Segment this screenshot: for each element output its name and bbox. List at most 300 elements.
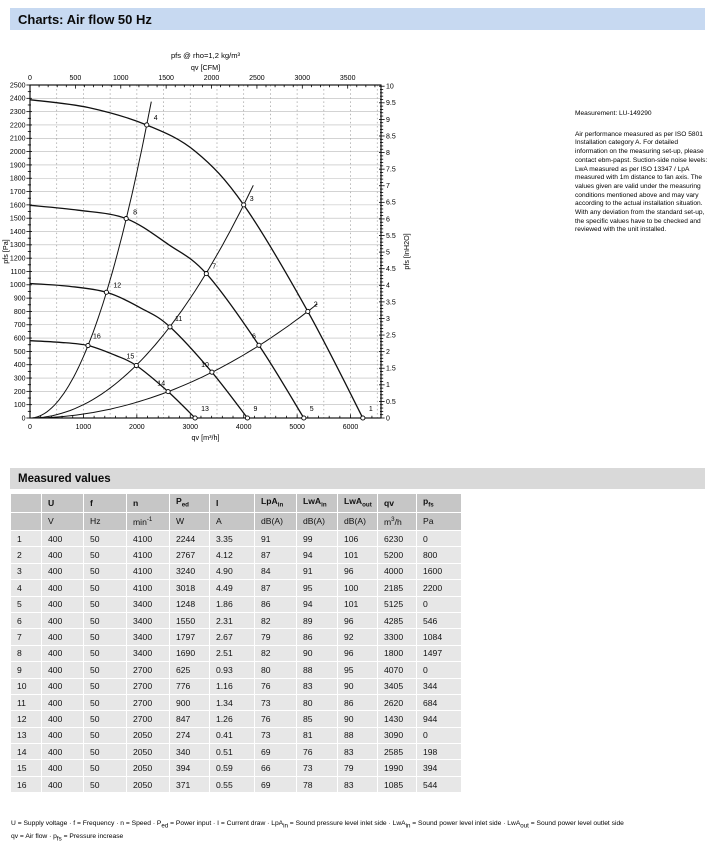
table-cell: 2050 [127,728,169,743]
table-cell: 91 [297,564,337,579]
svg-text:600: 600 [13,335,26,343]
table-cell: 4100 [127,547,169,562]
table-cell: 3400 [127,646,169,661]
operating-point-marker [86,343,90,347]
table-cell: 3400 [127,613,169,628]
table-cell: 50 [84,679,126,694]
table-cell: 4100 [127,580,169,595]
table-cell: 2050 [127,760,169,775]
svg-text:1100: 1100 [10,268,26,276]
operating-point-marker [302,416,306,420]
table-cell: 400 [42,547,83,562]
table-cell: 3018 [170,580,209,595]
svg-text:0: 0 [28,75,32,82]
table-cell: 3240 [170,564,209,579]
airflow-chart [0,48,440,450]
operating-point-label: 10 [201,362,209,370]
table-row [11,777,461,792]
table-cell: 1800 [378,646,416,661]
operating-point-label: 5 [309,406,314,413]
table-cell: 81 [297,728,337,743]
table-cell: 50 [84,777,126,792]
svg-text:1800: 1800 [9,175,26,183]
table-cell: 14 [11,744,41,759]
svg-text:6: 6 [386,216,390,224]
column-header: LwA$_{out}$ [338,494,377,512]
column-unit: dB(A) [255,513,296,531]
operating-point-marker [361,416,365,420]
table-cell: 400 [42,531,83,546]
operating-point-label: 2 [313,301,318,309]
column-unit: Hz [84,513,126,531]
table-cell: 2700 [127,711,169,726]
operating-point-label: 9 [253,406,258,413]
operating-point-marker [242,203,246,207]
column-unit: dB(A) [297,513,337,531]
table-cell: 50 [84,711,126,726]
table-row [11,646,461,661]
column-header: I [210,494,254,512]
table-cell: 800 [417,547,461,562]
table-cell: 94 [297,547,337,562]
svg-text:2500: 2500 [249,75,265,82]
table-cell: 13 [11,728,41,743]
operating-point-label: 12 [113,282,122,290]
table-cell: 0 [417,597,461,612]
svg-text:5000: 5000 [289,424,305,431]
table-cell: 50 [84,580,126,595]
column-header: qv [378,494,416,512]
table-cell: 80 [297,695,337,710]
column-unit [11,513,41,531]
table-cell: 1600 [417,564,461,579]
table-cell: 89 [297,613,337,628]
operating-point-label: 11 [174,315,183,323]
table-cell: 96 [338,613,377,628]
table-cell: 16 [11,777,41,792]
table-cell: 625 [170,662,209,677]
operating-point-marker [145,123,149,127]
table-cell: 1430 [378,711,416,726]
table-cell: 400 [42,695,83,710]
column-header: LpA$_{in}$ [255,494,296,512]
table-cell: 12 [11,711,41,726]
column-header: $P_{ed}$ [170,494,209,512]
column-unit: A [210,513,254,531]
table-cell: 6230 [378,531,416,546]
svg-text:1000: 1000 [9,282,26,290]
table-cell: 3405 [378,679,416,694]
svg-text:6.5: 6.5 [386,199,396,207]
table-cell: 76 [297,744,337,759]
column-header: n [127,494,169,512]
table-cell: 400 [42,662,83,677]
table-row [11,695,461,710]
table-cell: 900 [170,695,209,710]
svg-text:1500: 1500 [158,75,174,82]
table-cell: 3090 [378,728,416,743]
table-cell: 340 [170,744,209,759]
operating-point-label: 4 [153,114,158,122]
svg-text:6000: 6000 [342,424,359,431]
table-row [11,629,461,644]
table-cell: 1497 [417,646,461,661]
svg-text:4.5: 4.5 [386,266,396,274]
svg-text:1.5: 1.5 [386,365,396,373]
svg-text:900: 900 [13,295,26,303]
section-title: Measured values [18,472,111,485]
table-row [11,580,461,595]
table-cell: 76 [255,679,296,694]
speed-curves [30,100,363,418]
table-cell: 50 [84,662,126,677]
svg-text:2000: 2000 [203,75,220,82]
table-cell: 90 [338,679,377,694]
table-cell: 6 [11,613,41,628]
table-cell: 400 [42,728,83,743]
table-cell: 400 [42,564,83,579]
table-cell: 11 [11,695,41,710]
table-row [11,744,461,759]
column-header: LwA$_{in}$ [297,494,337,512]
page-header-bar [10,8,705,30]
table-cell: 84 [255,564,296,579]
section-title-bar [10,468,705,489]
table-cell: 944 [417,711,461,726]
measurement-note: Air performance measured as per ISO 5801 Installation category A. For detailed information on the measuring set-up, please contact ebm-papst. Suction-side noise levels: LwA measured as per ISO 13347 / LpA measured with 1m distance to fan axis. The values given are valid under the measuring conditions mentioned above and may vary according to the actual installation situation. With any deviation from the standard set-up, the specific values have to be checked and reviewed with the unit installed. [575,130,708,234]
svg-text:4000: 4000 [235,424,252,431]
table-cell: 82 [255,646,296,661]
svg-text:2: 2 [386,349,390,357]
svg-text:3000: 3000 [182,424,199,431]
table-cell: 0 [417,728,461,743]
column-unit: W [170,513,209,531]
table-cell: 94 [297,597,337,612]
table-cell: 4070 [378,662,416,677]
table-cell: 91 [255,531,296,546]
table-cell: 400 [42,777,83,792]
table-cell: 50 [84,646,126,661]
svg-text:1500: 1500 [9,215,26,223]
table-cell: 0 [417,531,461,546]
table-cell: 66 [255,760,296,775]
table-cell: 400 [42,679,83,694]
table-cell: 95 [297,580,337,595]
table-cell: 50 [84,531,126,546]
svg-text:800: 800 [13,308,26,316]
table-cell: 50 [84,744,126,759]
svg-text:9.5: 9.5 [386,100,396,108]
svg-text:1: 1 [386,382,390,390]
svg-text:0: 0 [21,415,26,423]
table-cell: 400 [42,646,83,661]
table-cell: 1085 [378,777,416,792]
svg-text:3.5: 3.5 [386,299,396,307]
table-cell: 394 [417,760,461,775]
table-cell: 1084 [417,629,461,644]
table-cell: 2.51 [210,646,254,661]
table-cell: 100 [338,580,377,595]
svg-text:1200: 1200 [9,255,26,263]
table-cell: 2700 [127,679,169,694]
table-cell: 90 [338,711,377,726]
svg-text:100: 100 [13,402,26,410]
table-cell: 86 [297,629,337,644]
svg-text:2000: 2000 [129,424,145,431]
table-cell: 400 [42,580,83,595]
table-cell: 1550 [170,613,209,628]
table-cell: 2700 [127,662,169,677]
table-cell: 546 [417,613,461,628]
right-axis-label: pfs [InH2O] [402,233,411,270]
operating-point-marker [104,290,108,294]
operating-point-label: 13 [201,406,209,413]
table-cell: 96 [338,646,377,661]
svg-text:2.5: 2.5 [386,332,396,340]
table-row [11,613,461,628]
table-cell: 198 [417,744,461,759]
table-cell: 50 [84,547,126,562]
table-cell: 2.67 [210,629,254,644]
table-cell: 69 [255,744,296,759]
column-unit: Pa [417,513,461,531]
table-cell: 79 [255,629,296,644]
table-cell: 88 [297,662,337,677]
table-cell: 2185 [378,580,416,595]
svg-text:2100: 2100 [9,135,26,143]
table-cell: 1690 [170,646,209,661]
table-cell: 10 [11,679,41,694]
table-cell: 0.59 [210,760,254,775]
table-row [11,728,461,743]
svg-text:0: 0 [386,415,390,423]
table-cell: 5200 [378,547,416,562]
table-cell: 371 [170,777,209,792]
table-cell: 99 [297,531,337,546]
operating-point-label: 7 [212,263,217,271]
table-cell: 400 [42,613,83,628]
table-row [11,531,461,546]
table-cell: 95 [338,662,377,677]
svg-text:400: 400 [13,362,26,370]
system-curve [30,185,253,418]
table-cell: 15 [11,760,41,775]
table-cell: 847 [170,711,209,726]
table-cell: 87 [255,547,296,562]
svg-text:1300: 1300 [9,242,26,250]
chart-title: pfs @ rho=1,2 kg/m³ [170,51,241,60]
column-unit: $m^3/h$ [378,513,416,531]
table-cell: 82 [255,613,296,628]
table-cell: 73 [297,760,337,775]
table-cell: 5125 [378,597,416,612]
operating-point-marker [193,416,197,420]
table-cell: 2700 [127,695,169,710]
table-cell: 96 [338,564,377,579]
measured-values-table [10,493,462,793]
svg-text:2500: 2500 [9,82,26,90]
table-cell: 3.35 [210,531,254,546]
svg-text:1000: 1000 [112,75,129,82]
table-cell: 101 [338,547,377,562]
table-area [10,493,462,793]
table-cell: 50 [84,564,126,579]
operating-point-marker [306,309,310,313]
operating-point-label: 15 [126,353,135,361]
operating-point-label: 1 [368,406,373,413]
table-cell: 69 [255,777,296,792]
table-row [11,662,461,677]
table-cell: 1990 [378,760,416,775]
table-cell: 9 [11,662,41,677]
table-cell: 80 [255,662,296,677]
measurement-block [575,110,711,235]
page-title: Charts: Air flow 50 Hz [18,11,152,27]
operating-point-marker [245,416,249,420]
measurement-id: Measurement: LU-149290 [575,110,652,117]
svg-text:10: 10 [386,83,394,91]
table-cell: 0.93 [210,662,254,677]
legend-line-1: U = Supply voltage · f = Frequency · n = Speed · $P_{ed}$ = Power input · I = Current draw · LpA$_{in}$ = Sound pressure level inlet side · LwA$_{in}$ = Sound power level inlet side · LwA$_{out}$ = Sound power level outlet side [11,820,624,830]
svg-text:5.5: 5.5 [386,232,396,240]
table-cell: 73 [255,695,296,710]
table-cell: 1.16 [210,679,254,694]
table-cell: 544 [417,777,461,792]
table-cell: 1.86 [210,597,254,612]
table-cell: 0.51 [210,744,254,759]
svg-text:3000: 3000 [294,75,311,82]
table-cell: 101 [338,597,377,612]
svg-text:500: 500 [13,348,26,356]
table-cell: 78 [297,777,337,792]
table-cell: 90 [297,646,337,661]
table-cell: 7 [11,629,41,644]
svg-text:3: 3 [386,315,390,323]
table-cell: 4.90 [210,564,254,579]
svg-text:2300: 2300 [9,109,26,117]
operating-point-marker [257,343,261,347]
table-cell: 4000 [378,564,416,579]
svg-text:8.5: 8.5 [386,133,396,141]
table-body [11,531,461,792]
chart-area [0,48,440,450]
table-cell: 4285 [378,613,416,628]
table-cell: 1.26 [210,711,254,726]
table-cell: 400 [42,760,83,775]
svg-text:300: 300 [13,375,26,383]
svg-text:0.5: 0.5 [386,398,396,406]
table-row [11,679,461,694]
table-cell: 400 [42,711,83,726]
svg-text:3500: 3500 [339,75,356,82]
svg-text:1900: 1900 [9,162,26,170]
table-cell: 85 [297,711,337,726]
table-cell: 394 [170,760,209,775]
svg-text:700: 700 [13,322,26,330]
operating-point-label: 16 [92,333,101,341]
operating-point-label: 8 [133,209,138,217]
table-cell: 776 [170,679,209,694]
bottom-axis-label: qv [m³/h] [191,433,220,442]
column-header [11,494,41,512]
operating-point-marker [124,216,128,220]
table-cell: 0.55 [210,777,254,792]
svg-text:2000: 2000 [9,149,26,156]
table-cell: 50 [84,695,126,710]
table-cell: 1 [11,531,41,546]
column-unit: V [42,513,83,531]
operating-point-label: 14 [157,380,166,388]
legend-line-2: qv = Air flow · $p_{fs}$ = Pressure increase [11,833,124,843]
operating-point-label: 3 [249,195,254,203]
column-unit: dB(A) [338,513,377,531]
table-cell: 76 [255,711,296,726]
table-cell: 4.49 [210,580,254,595]
table-cell: 400 [42,744,83,759]
svg-text:7.5: 7.5 [386,166,396,174]
table-cell: 2200 [417,580,461,595]
table-cell: 83 [338,744,377,759]
table-cell: 73 [255,728,296,743]
table-cell: 2.31 [210,613,254,628]
table-cell: 92 [338,629,377,644]
table-cell: 2244 [170,531,209,546]
table-cell: 4100 [127,531,169,546]
svg-text:8: 8 [386,149,390,157]
table-cell: 1.34 [210,695,254,710]
table-cell: 2050 [127,777,169,792]
operating-point-label: 6 [252,333,256,341]
table-cell: 0.41 [210,728,254,743]
table-cell: 274 [170,728,209,743]
column-header: $p_{fs}$ [417,494,461,512]
table-cell: 106 [338,531,377,546]
table-cell: 83 [297,679,337,694]
table-cell: 3300 [378,629,416,644]
table-cell: 2 [11,547,41,562]
svg-text:1700: 1700 [9,188,26,196]
table-cell: 50 [84,597,126,612]
operating-point-marker [210,370,214,374]
table-cell: 50 [84,728,126,743]
table-cell: 1797 [170,629,209,644]
table-row [11,760,461,775]
table-cell: 86 [338,695,377,710]
table-cell: 684 [417,695,461,710]
table-cell: 344 [417,679,461,694]
svg-text:1000: 1000 [75,424,92,431]
speed-curve [30,284,247,419]
top-axis-label: qv [CFM] [190,63,221,72]
table-cell: 2767 [170,547,209,562]
table-cell: 50 [84,613,126,628]
table-cell: 86 [255,597,296,612]
table-cell: 2620 [378,695,416,710]
operating-point-marker [168,325,172,329]
table-cell: 0 [417,662,461,677]
system-curve [30,102,151,418]
table-row [11,711,461,726]
svg-text:500: 500 [69,75,82,82]
svg-text:5: 5 [386,249,390,257]
svg-text:200: 200 [13,388,26,396]
table-cell: 87 [255,580,296,595]
table-cell: 4.12 [210,547,254,562]
table-row [11,597,461,612]
table-cell: 83 [338,777,377,792]
svg-text:4: 4 [386,282,390,290]
speed-curve [30,100,363,418]
